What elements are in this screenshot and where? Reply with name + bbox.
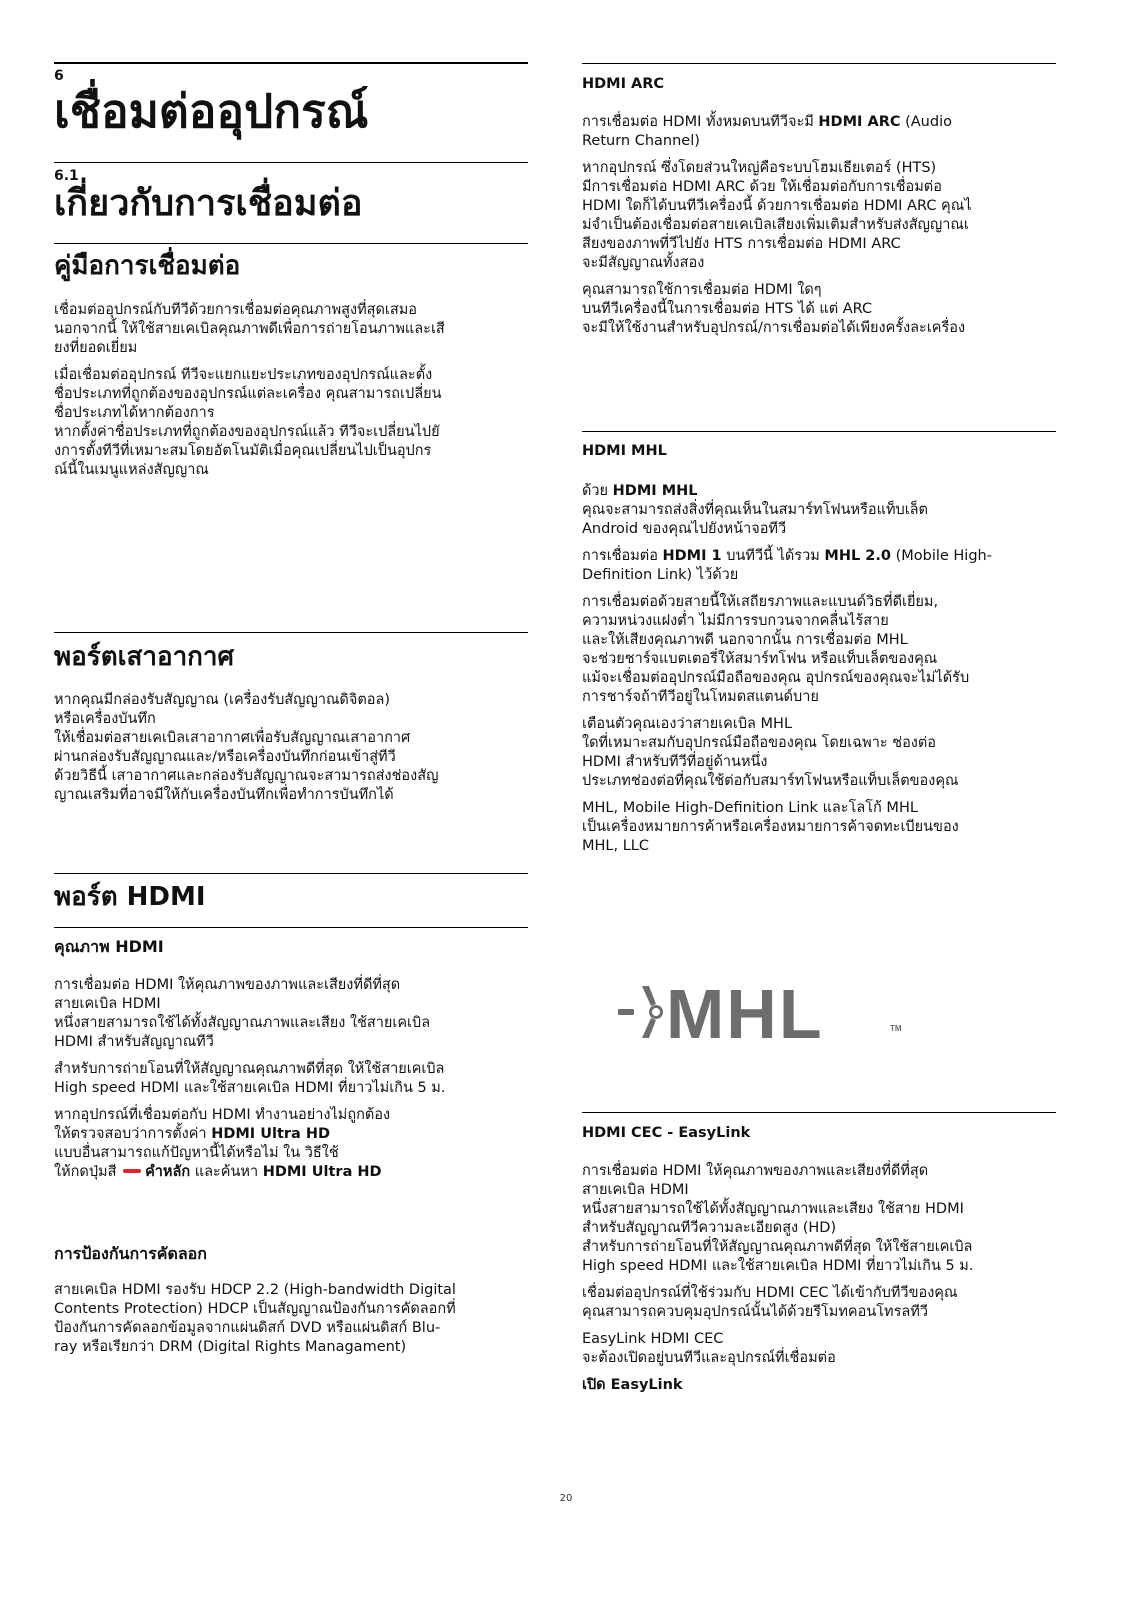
chapter-rule <box>54 62 528 64</box>
guide-paragraph: เมื่อเชื่อมต่ออุปกรณ์ ทีวีจะแยกแยะประเภทของอุปกรณ์และตั้ง ชื่อประเภทที่ถูกต้องของอุปกรณ์แต่ละเครื่อง คุณสามารถเปลี่ยน ชื่อประเภทได้หากต้องการ หากตั้งค่าชื่อประเภทที่ถูกต้องของอุปกรณ์แล้ว ทีวีจะเปลี่ยนไปยั งการตั้งทีวีที่เหมาะสมโดยอัตโนมัติเมื่อคุณเปลี่ยนไปเป็นอุปกร ณ์นี้ในเมนูแหล่งสัญญาณ <box>54 367 442 478</box>
antenna-body <box>54 691 528 813</box>
hdmi-quality-paragraph: การเชื่อมต่อ HDMI ให้คุณภาพของภาพและเสียงที่ดีที่สุด สายเคเบิล HDMI หนึ่งสายสามารถใช้ได้ทั้งสัญญาณภาพและเสียง ใช้สายเคเบิล HDMI สำหรับสัญญาณทีวี <box>54 977 431 1050</box>
mhl-logo-text: MHL <box>666 980 824 1046</box>
antenna-heading: พอร์ตเสาอากาศ <box>54 642 235 672</box>
mhl-paragraph: เตือนตัวคุณเองว่าสายเคเบิล MHL ใดที่เหมาะสมกับอุปกรณ์มือถือของคุณ โดยเฉพาะ ช่องต่อ HDMI สำหรับทีวีที่อยู่ด้านหนึ่ง ประเภทช่องต่อที่คุณใช้ต่อกับสมาร์ทโฟนหรือแท็บเล็ตของคุณ <box>582 716 959 789</box>
chapter-title: เชื่อมต่ออุปกรณ์ <box>54 84 369 138</box>
hdmi-quality-paragraph: หากอุปกรณ์ที่เชื่อมต่อกับ HDMI ทำงานอย่างไม่ถูกต้อง ให้ตรวจสอบว่าการตั้งค่า HDMI Ultra HD แบบอื่นสามารถแก้ปัญหานี้ได้หรือไม่ ใน วิธีใช้ ให้กดปุ่มสี คำหลัก และค้นหา HDMI Ultra HD <box>54 1107 391 1180</box>
mhl-body <box>582 482 1056 864</box>
arc-body <box>582 113 1056 346</box>
antenna-rule <box>54 632 528 633</box>
guide-heading: คู่มือการเชื่อมต่อ <box>54 251 241 281</box>
hdmi-heading: พอร์ต HDMI <box>54 882 206 912</box>
chapter-number: 6 <box>54 68 64 84</box>
hdmi-rule <box>54 873 528 874</box>
hdmi-quality-rule <box>54 927 528 928</box>
mhl-logo-tm: TM <box>890 1024 902 1033</box>
arc-rule <box>582 63 1056 64</box>
search-term: HDMI Ultra HD <box>262 1164 382 1180</box>
cec-paragraph: EasyLink HDMI CEC จะต้องเปิดอยู่บนทีวีและอุปกรณ์ที่เชื่อมต่อ <box>582 1331 836 1366</box>
cec-paragraph: เชื่อมต่ออุปกรณ์ที่ใช้ร่วมกับ HDMI CEC ได้เข้ากับทีวีของคุณ คุณสามารถควบคุมอุปกรณ์นั้นได้ด้วยรีโมทคอนโทรลทีวี <box>582 1285 958 1320</box>
copy-protection-paragraph: สายเคเบิล HDMI รองรับ HDCP 2.2 (High-bandwidth Digital Contents Protection) HDCP เป็นสัญญาณป้องกันการคัดลอกที่ ป้องกันการคัดลอกข้อมูลจากแผ่นดิสก์ DVD หรือแผ่นดิสก์ Blu- ray หรือเรียกว่า DRM (Digital Rights Managament) <box>54 1282 456 1355</box>
cec-paragraph: การเชื่อมต่อ HDMI ให้คุณภาพของภาพและเสียงที่ดีที่สุด สายเคเบิล HDMI หนึ่งสายสามารถใช้ได้ทั้งสัญญาณภาพและเสียง ใช้สาย HDMI สำหรับสัญญาณทีวีความละเอียดสูง (HD) สำหรับการถ่ายโอนที่ให้สัญญาณคุณภาพดีที่สุด ให้ใช้สายเคเบิล High speed HDMI และใช้สายเคเบิล HDMI ที่ยาวไม่เกิน 5 ม. <box>582 1163 974 1274</box>
arc-paragraph: คุณสามารถใช้การเชื่อมต่อ HDMI ใดๆ บนทีวีเครื่องนี้ในการเชื่อมต่อ HTS ได้ แต่ ARC จะมีให้ใช้งานสำหรับอุปกรณ์/การเชื่อมต่อได้เพียงครั้งละเครื่อง <box>582 282 966 336</box>
hdmi-quality-heading: คุณภาพ HDMI <box>54 937 164 956</box>
hdmi-quality-body <box>54 976 528 1190</box>
cec-heading: HDMI CEC - EasyLink <box>582 1125 751 1141</box>
mhl-star-icon <box>618 986 662 1038</box>
setting-name: HDMI Ultra HD <box>211 1126 331 1142</box>
cec-paragraph <box>582 1376 1056 1395</box>
hdmi-quality-paragraph: สำหรับการถ่ายโอนที่ให้สัญญาณคุณภาพดีที่สุด ให้ใช้สายเคเบิล High speed HDMI และใช้สายเคเบิล HDMI ที่ยาวไม่เกิน 5 ม. <box>54 1061 446 1096</box>
mhl-rule <box>582 431 1056 432</box>
antenna-paragraph: หากคุณมีกล่องรับสัญญาณ (เครื่องรับสัญญาณดิจิตอล) หรือเครื่องบันทึก ให้เชื่อมต่อสายเคเบิลเสาอากาศเพื่อรับสัญญาณเสาอากาศ ผ่านกล่องรับสัญญาณและ/หรือเครื่องบันทึกก่อนเข้าสู่ทีวี ด้วยวิธีนี้ เสาอากาศและกล่องรับสัญญาณจะสามารถส่งช่องสัญ ญาณเสริมที่อาจมีให้กับเครื่องบันทึกเพื่อทำการบันทึกได้ <box>54 692 439 803</box>
mhl-paragraph: MHL, Mobile High-Definition Link และโลโก้ MHL เป็นเครื่องหมายการค้าหรือเครื่องหมายการค้าจดทะเบียนของ MHL, LLC <box>582 800 959 854</box>
cec-body <box>582 1162 1056 1403</box>
section-title: เกี่ยวกับการเชื่อมต่อ <box>54 183 363 224</box>
mhl-paragraph: ด้วย HDMI MHL คุณจะสามารถส่งสิ่งที่คุณเห็นในสมาร์ทโฟนหรือแท็บเล็ต Android ของคุณไปยังหน้าจอทีวี <box>582 483 928 537</box>
guide-paragraph: เชื่อมต่ออุปกรณ์กับทีวีด้วยการเชื่อมต่อคุณภาพสูงที่สุดเสมอ นอกจากนี้ ให้ใช้สายเคเบิลคุณภาพดีเพื่อการถ่ายโอนภาพและเสี ยงที่ยอดเยี่ยม <box>54 302 445 356</box>
copy-protection-body <box>54 1281 528 1365</box>
keywords-key-label: คำหลัก <box>145 1164 191 1180</box>
arc-paragraph: หากอุปกรณ์ ซึ่งโดยส่วนใหญ่คือระบบโฮมเธียเตอร์ (HTS) มีการเชื่อมต่อ HDMI ARC ด้วย ให้เชื่อมต่อกับการเชื่อมต่อ HDMI ใดก็ได้บนทีวีเครื่องนี้ ด้วยการเชื่อมต่อ HDMI ARC คุณไ ม่จำเป็นต้องเชื่อมต่อสายเคเบิลเสียงเพิ่มเติมสำหรับส่งสัญญาณเ สียงของภาพที่วีไปยัง HTS การเชื่อมต่อ HDMI ARC จะมีสัญญาณทั้งสอง <box>582 160 972 271</box>
cec-rule <box>582 1112 1056 1113</box>
section-rule <box>54 162 528 163</box>
easylink-on-label: เปิด EasyLink <box>582 1377 683 1393</box>
mhl-logo-graphic <box>618 980 918 1046</box>
guide-body <box>54 301 528 488</box>
arc-heading: HDMI ARC <box>582 76 665 92</box>
mhl-logo <box>618 980 918 1050</box>
mhl-paragraph: การเชื่อมต่อ HDMI 1 บนทีวีนี้ ได้รวม MHL 2.0 (Mobile High- Definition Link) ไว้ด้วย <box>582 548 992 583</box>
page-number: 20 <box>559 1493 573 1504</box>
mhl-heading: HDMI MHL <box>582 443 667 459</box>
red-color-key-icon <box>123 1169 141 1173</box>
arc-paragraph: การเชื่อมต่อ HDMI ทั้งหมดบนทีวีจะมี HDMI ARC (Audio Return Channel) <box>582 114 952 149</box>
mhl-paragraph: การเชื่อมต่อด้วยสายนี้ให้เสถียรภาพและแบนด์วิธที่ดีเยี่ยม, ความหน่วงแฝงต่ำ ไม่มีการรบกวนจากคลื่นไร้สาย และให้เสียงคุณภาพดี นอกจากนั้น การเชื่อมต่อ MHL จะช่วยชาร์จแบตเตอรี่ให้สมาร์ทโฟน หรือแท็บเล็ตของคุณ แม้จะเชื่อมต่ออุปกรณ์มือถือของคุณ อุปกรณ์ของคุณจะไม่ได้รับ การชาร์จถ้าทีวีอยู่ในโหมดสแตนด์บาย <box>582 594 970 705</box>
guide-rule <box>54 243 528 244</box>
copy-protection-heading: การป้องกันการคัดลอก <box>54 1244 207 1263</box>
section-number: 6.1 <box>54 168 79 184</box>
